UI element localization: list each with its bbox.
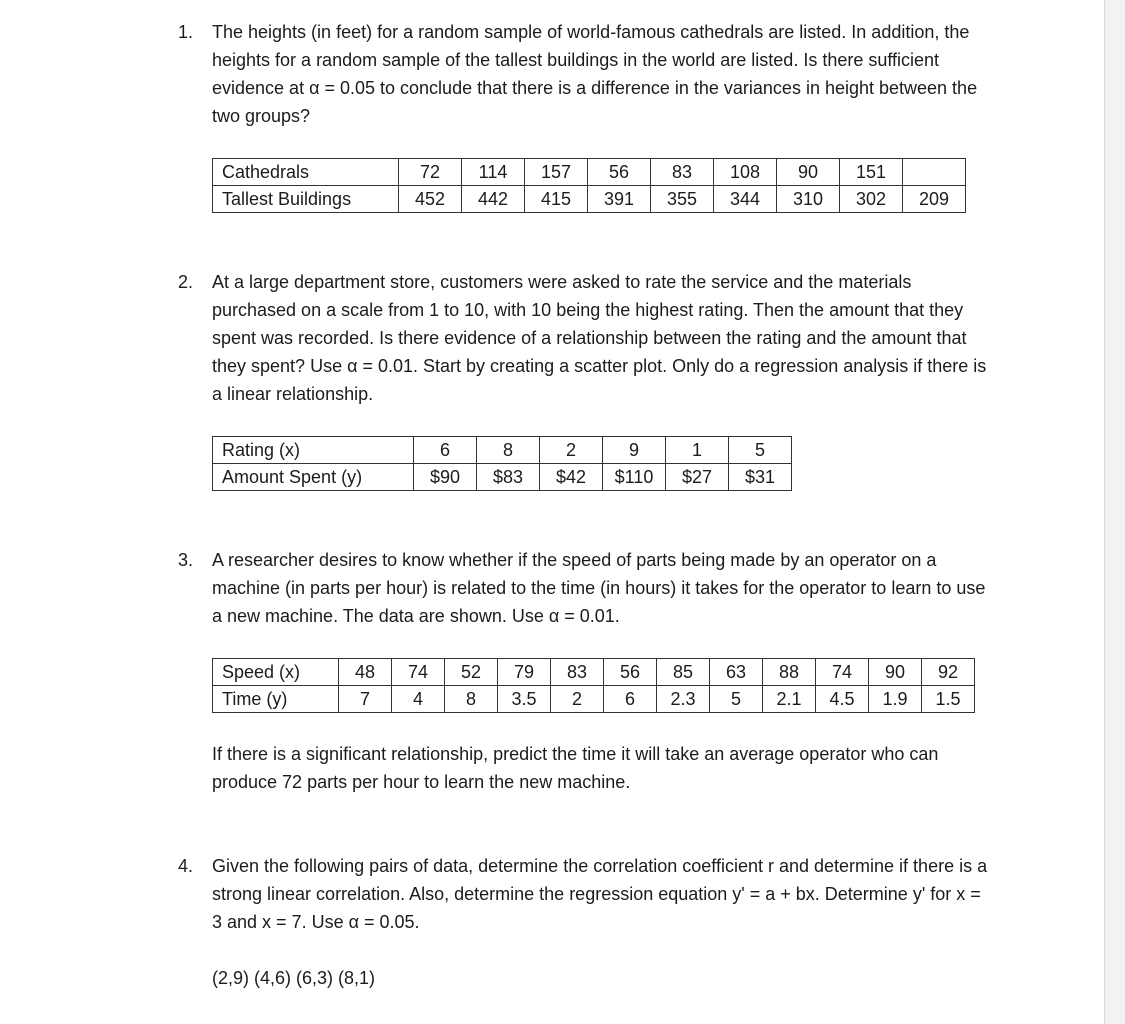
table-cell: 79 [498,659,551,686]
question-text: At a large department store, customers were asked to rate the service and the materials purchased on a scale from 1 to 10, with 10 being the highest rating. Then the amount that they spent was recorded. Is there evidence of a relationship between the rating and the amount that they spent? Use α = 0.01. Start by creating a scatter plot. Only do a regression analysis if there is a linear relationship. [212,272,987,404]
table-cell: 157 [525,159,588,186]
table-cell: 442 [462,186,525,213]
question-1 [178,18,988,130]
question-number: 2. [178,272,194,292]
table-cell: 9 [603,437,666,464]
table-cell: 151 [840,159,903,186]
table-row [213,659,975,686]
row-label: Tallest Buildings [213,186,399,213]
row-label: Rating (x) [213,437,414,464]
question-number: 4. [178,856,194,876]
table-cell: 6 [604,686,657,713]
table-cell: 74 [816,659,869,686]
table-cell: 4.5 [816,686,869,713]
table-cell: 310 [777,186,840,213]
table-cell: $42 [540,464,603,491]
table-cell: 83 [551,659,604,686]
table-cell: 85 [657,659,710,686]
table-cell: 48 [339,659,392,686]
table-cell: 3.5 [498,686,551,713]
table-cell: 8 [445,686,498,713]
table-cell: 1.9 [869,686,922,713]
speed-time-table [212,658,975,713]
table-cell: 63 [710,659,763,686]
table-row [213,437,792,464]
table-row [213,186,966,213]
table-cell: 2 [540,437,603,464]
table-cell: 92 [922,659,975,686]
table-row [213,464,792,491]
table-cell: 8 [477,437,540,464]
table-cell: $83 [477,464,540,491]
table-cell: 391 [588,186,651,213]
table-cell: 5 [710,686,763,713]
table-cell: 88 [763,659,816,686]
table-cell: $27 [666,464,729,491]
table-cell: 90 [777,159,840,186]
table-cell: 83 [651,159,714,186]
table-cell: $90 [414,464,477,491]
table-cell: 344 [714,186,777,213]
table-cell: 108 [714,159,777,186]
table-cell: 114 [462,159,525,186]
table-cell: 72 [399,159,462,186]
table-cell: 2.3 [657,686,710,713]
question-text: Given the following pairs of data, determine the correlation coefficient r and determine if there is a strong linear correlation. Also, determine the regression equation y' = a + bx. Determine y' for x = 3 and x = 7. Use α = 0.05. [212,856,988,932]
table-cell [903,159,966,186]
table-cell: 5 [729,437,792,464]
question-2 [178,268,988,408]
table-cell: 56 [604,659,657,686]
table-cell: 302 [840,186,903,213]
cathedrals-table [212,158,966,213]
table-cell: 2 [551,686,604,713]
question-number: 3. [178,550,194,570]
table-cell: 2.1 [763,686,816,713]
table-row [213,686,975,713]
table-cell: 52 [445,659,498,686]
question-3 [178,546,988,630]
table-cell: $31 [729,464,792,491]
table-cell: 415 [525,186,588,213]
question-text: A researcher desires to know whether if the speed of parts being made by an operator on a machine (in parts per hour) is related to the time (in hours) it takes for the operator to learn to use a new machine. The data are shown. Use α = 0.01. [212,550,986,626]
table-cell: 4 [392,686,445,713]
question-number: 1. [178,22,194,42]
table-cell: 56 [588,159,651,186]
table-cell: 1 [666,437,729,464]
rating-table [212,436,792,491]
table-cell: 209 [903,186,966,213]
table-cell: 355 [651,186,714,213]
table-cell: 452 [399,186,462,213]
table-cell: 90 [869,659,922,686]
table-cell: 74 [392,659,445,686]
row-label: Cathedrals [213,159,399,186]
table-cell: 6 [414,437,477,464]
table-cell: $110 [603,464,666,491]
table-row [213,159,966,186]
question-4 [178,852,988,936]
row-label: Time (y) [213,686,339,713]
question-3-followup: If there is a significant relationship, predict the time it will take an average operator who can produce 72 parts per hour to learn the new machine. [212,744,939,792]
row-label: Speed (x) [213,659,339,686]
table-cell: 1.5 [922,686,975,713]
data-pairs: (2,9) (4,6) (6,3) (8,1) [212,968,376,988]
question-text: The heights (in feet) for a random sample of world-famous cathedrals are listed. In addition, the heights for a random sample of the tallest buildings in the world are listed. Is there sufficient evidence at α = 0.05 to conclude that there is a difference in the variances in height between the two groups? [212,22,978,126]
table-cell: 7 [339,686,392,713]
row-label: Amount Spent (y) [213,464,414,491]
